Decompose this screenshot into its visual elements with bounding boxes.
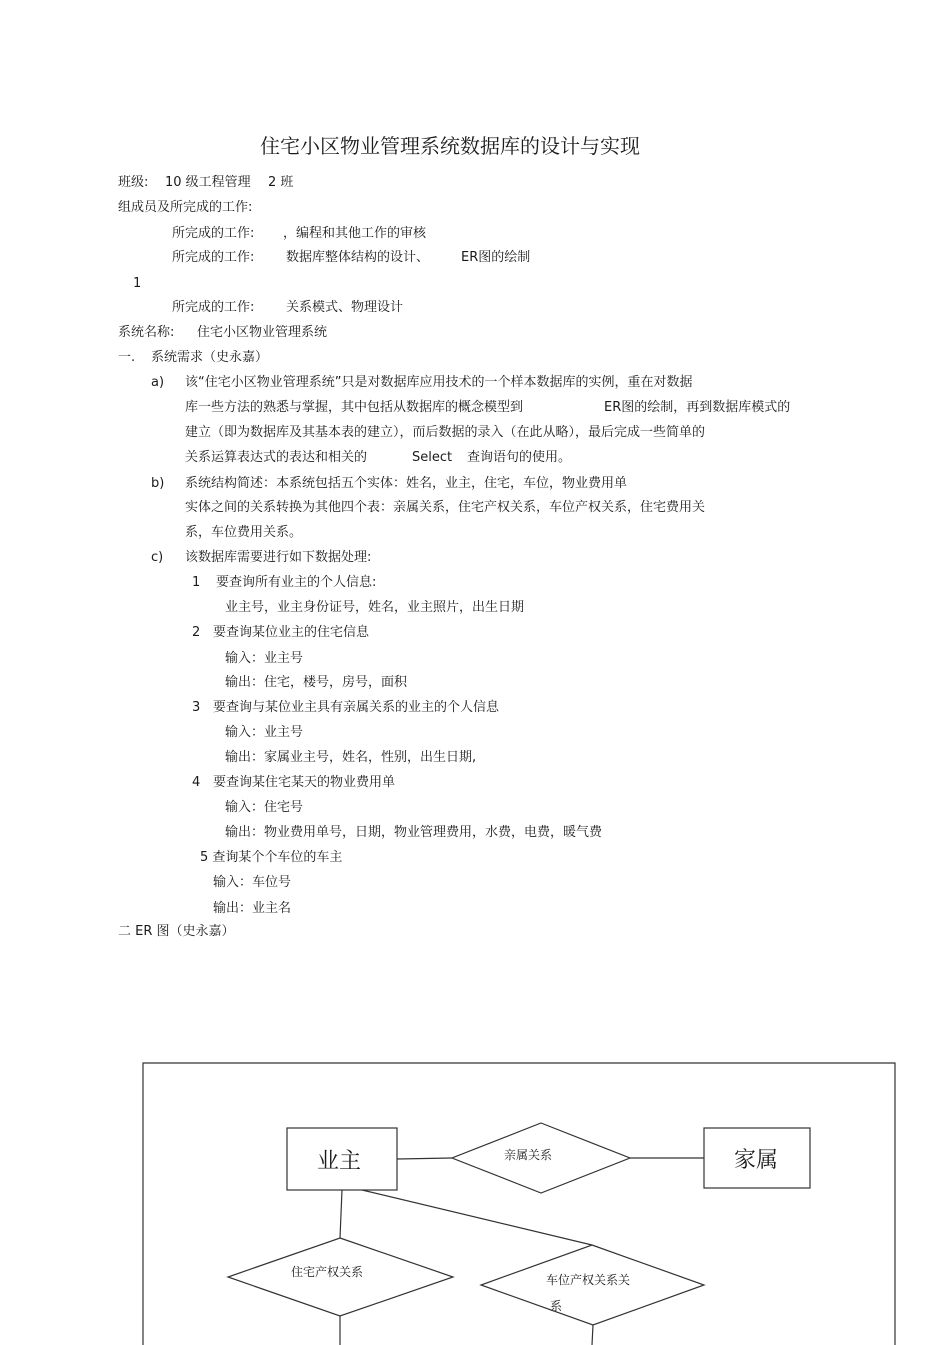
query2-title: 要查询某位业主的住宅信息 [213,625,370,640]
query3-output: 输出：家属业主号，姓名，性别，出生日期, [225,750,477,765]
entity-family-label: 家属 [733,1148,779,1173]
sysname-label: 系统名称: [118,325,175,340]
query4-output: 输出：物业费用单号，日期，物业管理费用，水费，电费，暖气费 [225,825,603,840]
item-a-line3: 建立（即为数据库及其基本表的建立），而后数据的录入（在此从略），最后完成一些简单的 [185,425,706,440]
rel-family-label: 亲属关系 [503,1148,553,1162]
class-number: 2 班 [268,175,294,190]
work1-text: ，编程和其他工作的审核 [283,226,427,241]
item-a-line2: 库一些方法的熟悉与掌握，其中包括从数据库的概念模型到 [185,400,524,415]
section1-number: 一. [118,350,136,365]
work3-label: 所完成的工作: [172,300,255,315]
class-label: 班级: [118,175,149,190]
item-a-select-keyword: Select [412,450,453,465]
query4-number: 4 [192,775,201,790]
line-owner-to-family-rel [397,1158,452,1159]
work2-label: 所完成的工作: [172,250,255,265]
section1-title: 系统需求（史永嘉） [151,350,269,365]
rel-parking-label-line2: 系 [549,1299,563,1313]
item-b-line2: 实体之间的关系转换为其他四个表：亲属关系，住宅产权关系，车位产权关系，住宅费用关 [185,500,706,515]
members-label: 组成员及所完成的工作: [118,200,253,215]
item-a-line1: 该“住宅小区物业管理系统”只是对数据库应用技术的一个样本数据库的实例，重在对数据 [185,375,693,390]
query1-number: 1 [192,575,201,590]
item-b-line3: 系，车位费用关系。 [185,525,303,540]
class-value: 10 级工程管理 [165,175,251,190]
work2-extra: ER图的绘制 [461,250,531,265]
item-b-marker: b) [151,476,165,491]
item-a-marker: a) [151,375,165,390]
item-a-line4-end: 查询语句的使用。 [467,450,572,465]
query2-input: 输入：业主号 [225,651,304,666]
query2-number: 2 [192,625,201,640]
item-c-line1: 该数据库需要进行如下数据处理: [185,550,372,565]
query5-title: 5 查询某个个车位的车主 [200,850,343,865]
query3-number: 3 [192,700,201,715]
line-parking-rel-down [592,1325,593,1345]
rel-parking-label-line1: 车位产权关系关 [545,1273,631,1287]
line-owner-to-parking-rel [362,1190,592,1245]
query1-title: 要查询所有业主的个人信息: [216,575,377,590]
document-title: 住宅小区物业管理系统数据库的设计与实现 [260,134,640,158]
query5-output: 输出：业主名 [213,901,292,916]
item-b-line1: 系统结构简述：本系统包括五个实体：姓名，业主，住宅，车位，物业费用单 [185,476,628,491]
item-a-line2-er: ER图的绘制，再到数据库模式的 [604,400,791,415]
query3-title: 要查询与某位业主具有亲属关系的业主的个人信息 [213,700,500,715]
item-c-marker: c) [151,550,164,565]
query2-output: 输出：住宅，楼号，房号，面积 [225,675,408,690]
work1-label: 所完成的工作: [172,226,255,241]
query1-fields: 业主号，业主身份证号，姓名，业主照片，出生日期 [225,600,525,615]
sysname-value: 住宅小区物业管理系统 [197,325,328,340]
query4-title: 要查询某住宅某天的物业费用单 [213,775,396,790]
work2-text: 数据库整体结构的设计、 [286,250,430,265]
work3-text: 关系模式、物理设计 [286,300,404,315]
line-owner-to-house-rel [340,1190,342,1238]
item-a-line4: 关系运算表达式的表达和相关的 [185,450,368,465]
query5-input: 输入：车位号 [213,875,292,890]
entity-owner-label: 业主 [316,1149,362,1174]
diagram-frame [143,1063,895,1345]
rel-house-label: 住宅产权关系 [290,1265,364,1279]
number-one: 1 [133,276,142,291]
section2-title: 二 ER 图（史永嘉） [118,924,235,939]
query4-input: 输入：住宅号 [225,800,304,815]
query3-input: 输入：业主号 [225,725,304,740]
